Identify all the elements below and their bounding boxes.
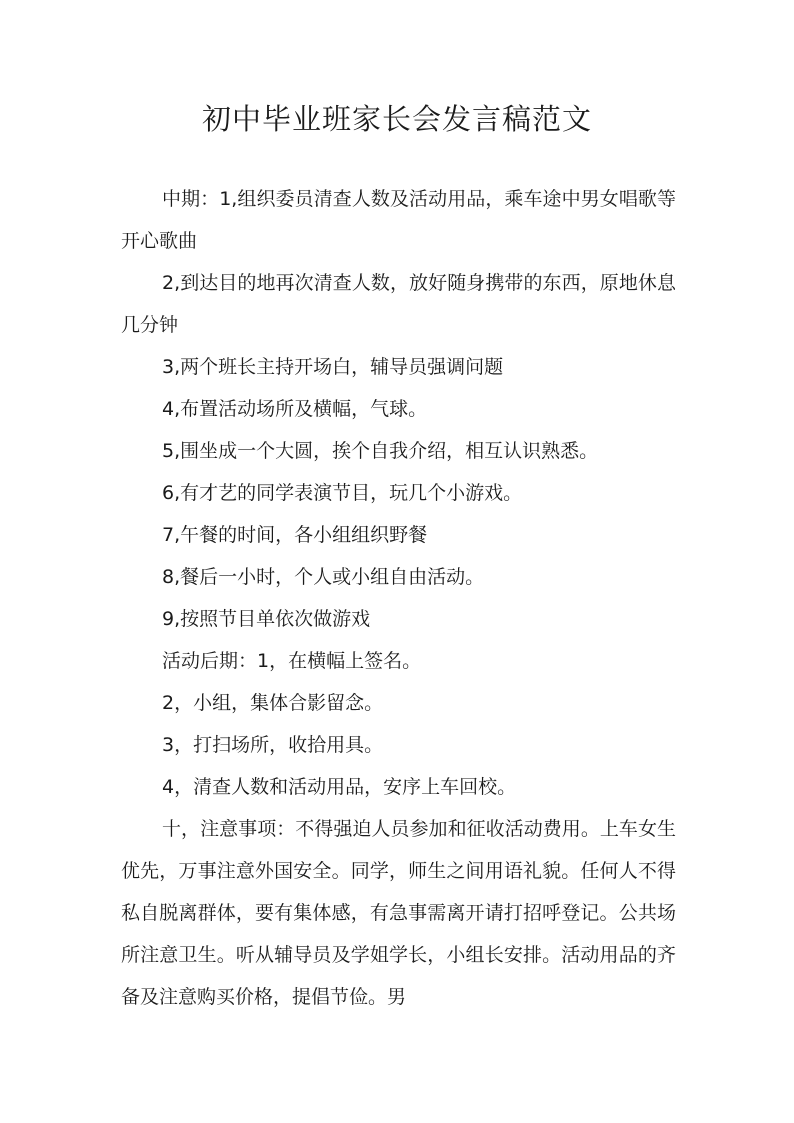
paragraph-midterm: 中期：1,组织委员清查人数及活动用品，乘车途中男女唱歌等开心歌曲 [121,188,676,252]
paragraph-arrival: 2,到达目的地再次清查人数，放好随身携带的东西，原地休息几分钟 [121,272,676,336]
paragraph-group-photo: 2，小组，集体合影留念。 [162,692,384,714]
paragraph-opening: 3,两个班长主持开场白，辅导员强调问题 [162,356,504,378]
paragraph-free-time: 8,餐后一小时，个人或小组自由活动。 [162,566,485,588]
paragraph-games: 9,按照节目单依次做游戏 [162,608,371,630]
paragraph-introductions: 5,围坐成一个大圆，挨个自我介绍，相互认识熟悉。 [162,440,599,462]
paragraph-lunch: 7,午餐的时间，各小组组织野餐 [162,524,428,546]
paragraph-post-activity: 活动后期：1，在横幅上签名。 [162,650,422,672]
paragraph-return: 4，清查人数和活动用品，安序上车回校。 [162,776,517,798]
document-body [121,178,676,1018]
paragraph-precautions: 十，注意事项：不得强迫人员参加和征收活动费用。上车女生优先，万事注意外国安全。同学，师生之间用语礼貌。任何人不得私自脱离群体，要有集体感，有急事需离开请打招呼登记。公共场所注意卫生。听从辅导员及学姐学长，小组长安排。活动用品的齐备及注意购买价格，提倡节俭。男 [121,818,676,1008]
paragraph-cleanup: 3，打扫场所，收拾用具。 [162,734,384,756]
document-title: 初中毕业班家长会发言稿范文 [201,102,592,136]
paragraph-venue: 4,布置活动场所及横幅，气球。 [162,398,428,420]
paragraph-performances: 6,有才艺的同学表演节目，玩几个小游戏。 [162,482,523,504]
